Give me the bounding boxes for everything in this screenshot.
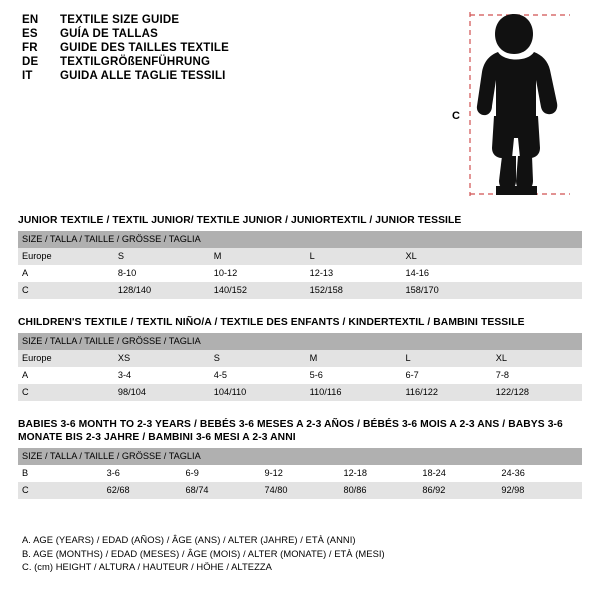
language-code: ES	[22, 28, 38, 40]
cell: 74/80	[261, 482, 340, 499]
table-row	[18, 367, 582, 384]
junior-size-table	[18, 231, 582, 299]
footnotes	[22, 533, 582, 574]
cell: L	[402, 350, 492, 367]
section-junior	[18, 214, 582, 299]
table-row	[18, 248, 582, 265]
cell: 3-4	[114, 367, 210, 384]
cell: M	[210, 248, 306, 265]
language-header	[22, 14, 442, 84]
cell: 80/86	[339, 482, 418, 499]
table-row	[18, 465, 582, 482]
language-title: GUIDE DES TAILLES TEXTILE	[60, 42, 229, 54]
language-code: FR	[22, 42, 38, 54]
cell: 9-12	[261, 465, 340, 482]
cell: C	[18, 384, 114, 401]
cell: Europe	[18, 350, 114, 367]
language-row	[22, 42, 442, 54]
cell: 98/104	[114, 384, 210, 401]
cell: 116/122	[402, 384, 492, 401]
cell: 5-6	[306, 367, 402, 384]
cell: 158/170	[402, 282, 583, 299]
cell: 110/116	[306, 384, 402, 401]
cell: 140/152	[210, 282, 306, 299]
cell: C	[18, 282, 114, 299]
cell: 104/110	[210, 384, 306, 401]
language-code: IT	[22, 70, 33, 82]
cell: 10-12	[210, 265, 306, 282]
cell: 152/158	[306, 282, 402, 299]
cell: C	[18, 482, 103, 499]
table-head-row	[18, 448, 582, 465]
cell: 18-24	[418, 465, 497, 482]
cell: A	[18, 265, 114, 282]
footnote-c: C. (cm) HEIGHT / ALTURA / HAUTEUR / HÖHE / ALTEZZA	[22, 561, 272, 572]
cell: S	[210, 350, 306, 367]
child-silhouette-figure	[452, 6, 592, 201]
cell: 62/68	[103, 482, 182, 499]
section-title: BABIES 3-6 MONTH TO 2-3 YEARS / BEBÉS 3-6 MESES A 2-3 AÑOS / BÉBÉS 3-6 MOIS A 2-3 ANS / BABYS 3-6 MONATE BIS 2-3 JAHRE / BAMBINI 3-6 MESI A 2-3 ANNI	[18, 419, 563, 443]
cell: 24-36	[497, 465, 582, 482]
language-code: EN	[22, 14, 39, 26]
cell: XL	[492, 350, 582, 367]
section-title: CHILDREN'S TEXTILE / TEXTIL NIÑO/A / TEXTILE DES ENFANTS / KINDERTEXTIL / BAMBINI TESSILE	[18, 317, 525, 328]
language-title: GUÍA DE TALLAS	[60, 28, 158, 40]
cell: 14-16	[402, 265, 583, 282]
language-title: TEXTILGRÖßENFÜHRUNG	[60, 56, 211, 68]
cell: 7-8	[492, 367, 582, 384]
cell: 6-7	[402, 367, 492, 384]
table-row	[18, 350, 582, 367]
table-head-label: SIZE / TALLA / TAILLE / GRÖSSE / TAGLIA	[18, 333, 582, 350]
cell: 86/92	[418, 482, 497, 499]
cell: 12-18	[339, 465, 418, 482]
cell: A	[18, 367, 114, 384]
children-size-table	[18, 333, 582, 401]
cell: 92/98	[497, 482, 582, 499]
footnote-b: B. AGE (MONTHS) / EDAD (MESES) / ÂGE (MOIS) / ALTER (MONATE) / ETÀ (MESI)	[22, 547, 385, 559]
cell: B	[18, 465, 103, 482]
cell: XL	[402, 248, 583, 265]
language-row	[22, 56, 442, 68]
silhouette-shape	[477, 14, 557, 195]
section-babies	[18, 418, 582, 499]
table-row	[18, 384, 582, 401]
cell: L	[306, 248, 402, 265]
cell: S	[114, 248, 210, 265]
cell: 3-6	[103, 465, 182, 482]
table-head-row	[18, 333, 582, 350]
language-row	[22, 70, 442, 82]
measure-label-c: C	[452, 110, 460, 122]
cell: M	[306, 350, 402, 367]
language-row	[22, 28, 442, 40]
babies-size-table	[18, 448, 582, 499]
table-head-row	[18, 231, 582, 248]
language-title: TEXTILE SIZE GUIDE	[60, 14, 180, 26]
cell: 4-5	[210, 367, 306, 384]
cell: 68/74	[182, 482, 261, 499]
cell: XS	[114, 350, 210, 367]
table-row	[18, 265, 582, 282]
cell: 8-10	[114, 265, 210, 282]
cell: 12-13	[306, 265, 402, 282]
language-title: GUIDA ALLE TAGLIE TESSILI	[60, 70, 226, 82]
table-head-label: SIZE / TALLA / TAILLE / GRÖSSE / TAGLIA	[18, 231, 582, 248]
cell: 122/128	[492, 384, 582, 401]
language-code: DE	[22, 56, 39, 68]
section-children	[18, 316, 582, 401]
section-title: JUNIOR TEXTILE / TEXTIL JUNIOR/ TEXTILE JUNIOR / JUNIORTEXTIL / JUNIOR TESSILE	[18, 215, 462, 226]
table-row	[18, 482, 582, 499]
cell: 6-9	[182, 465, 261, 482]
language-row	[22, 14, 442, 26]
cell: Europe	[18, 248, 114, 265]
table-row	[18, 282, 582, 299]
footnote-a: A. AGE (YEARS) / EDAD (AÑOS) / ÂGE (ANS) / ALTER (JAHRE) / ETÀ (ANNI)	[22, 534, 356, 545]
table-head-label: SIZE / TALLA / TAILLE / GRÖSSE / TAGLIA	[18, 448, 582, 465]
cell: 128/140	[114, 282, 210, 299]
